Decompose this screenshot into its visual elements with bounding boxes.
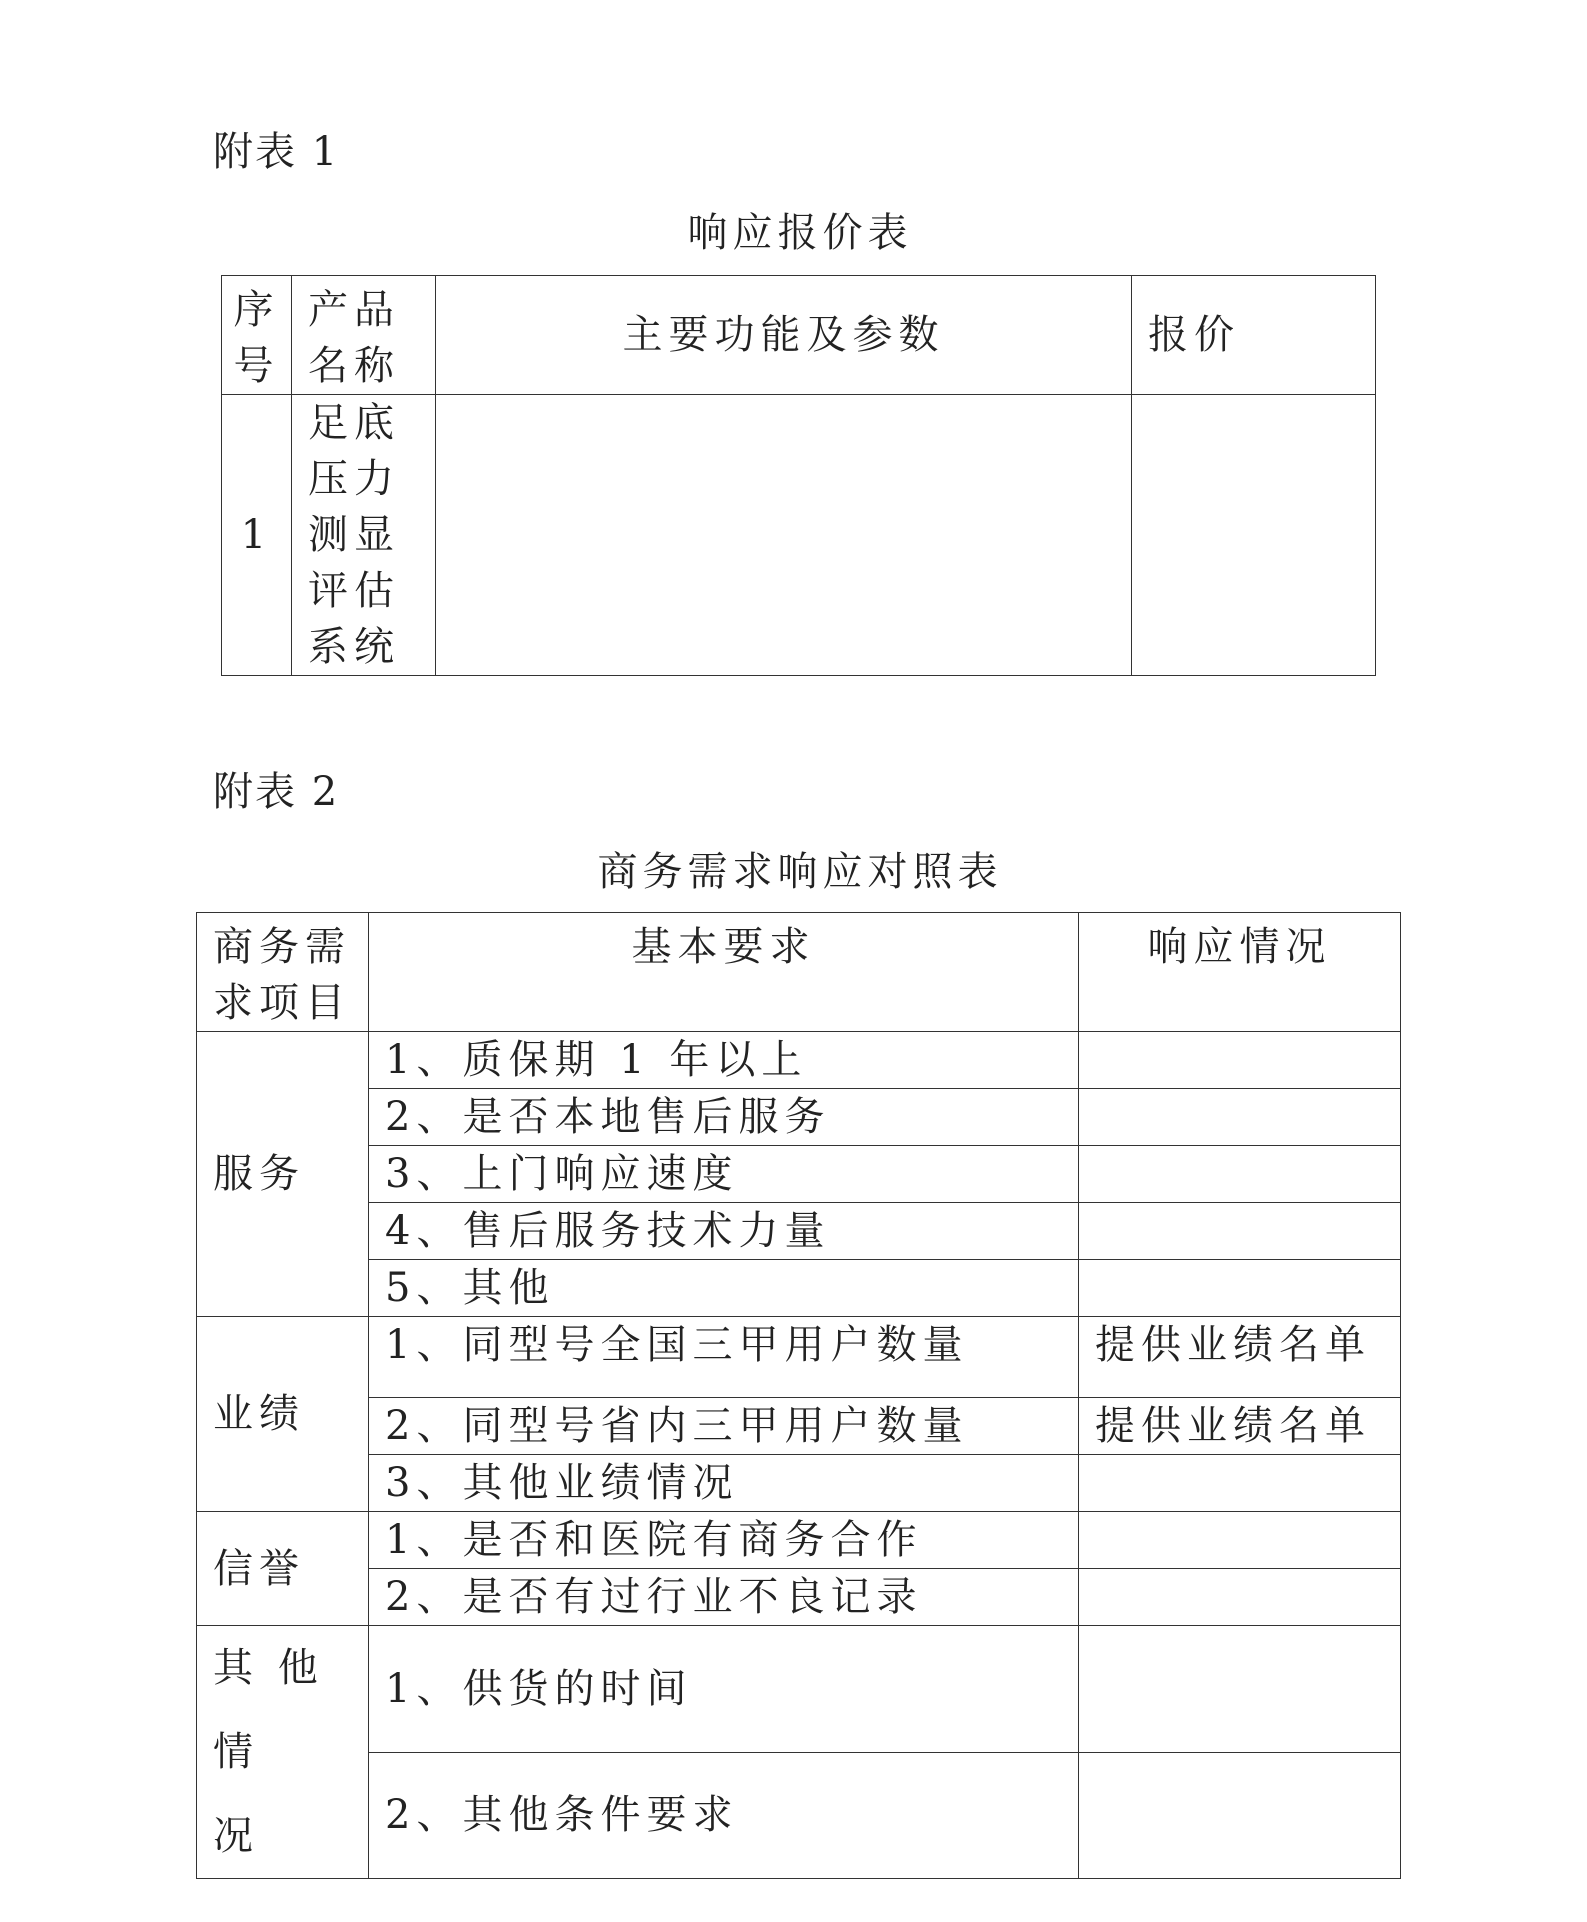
response-cell xyxy=(1079,1455,1401,1512)
header-product-line: 产品 xyxy=(308,287,400,333)
table-row xyxy=(197,1146,1401,1203)
table-row xyxy=(197,1569,1401,1626)
requirement-cell: 1、同型号全国三甲用户数量 xyxy=(369,1317,1079,1398)
table-row xyxy=(197,1203,1401,1260)
requirement-cell: 1、供货的时间 xyxy=(369,1626,1079,1753)
response-cell xyxy=(1079,1752,1401,1879)
table-row xyxy=(197,1089,1401,1146)
quote-table-header-row xyxy=(222,276,1376,395)
response-cell xyxy=(1079,1626,1401,1753)
group-service: 服务 xyxy=(197,1032,369,1317)
group-performance: 业绩 xyxy=(197,1317,369,1512)
header-item xyxy=(197,913,369,1032)
header-price: 报价 xyxy=(1132,276,1376,395)
group-reputation: 信誉 xyxy=(197,1512,369,1626)
product-name-line: 测显 xyxy=(308,512,400,558)
group-other-line: 其 他 情 xyxy=(213,1645,324,1775)
product-name-line: 评估 xyxy=(308,568,400,614)
row-seq: 1 xyxy=(222,395,292,676)
product-name-line: 足底 xyxy=(308,400,400,446)
table-row xyxy=(197,1752,1401,1879)
table-row xyxy=(222,395,1376,676)
table-row xyxy=(197,1032,1401,1089)
header-response: 响应情况 xyxy=(1079,913,1401,1032)
annex-2-caption: 商务需求响应对照表 xyxy=(597,849,1003,895)
business-requirements-table xyxy=(196,912,1401,1879)
header-item-line: 求项目 xyxy=(213,980,351,1026)
requirement-cell: 2、其他条件要求 xyxy=(369,1752,1079,1879)
requirement-cell: 3、其他业绩情况 xyxy=(369,1455,1079,1512)
row-product-name xyxy=(292,395,436,676)
table-row xyxy=(197,1455,1401,1512)
response-cell xyxy=(1079,1203,1401,1260)
table-row xyxy=(197,1512,1401,1569)
table-row xyxy=(197,1317,1401,1398)
requirement-cell: 1、是否和医院有商务合作 xyxy=(369,1512,1079,1569)
header-seq-line: 号 xyxy=(233,343,280,389)
annex-2-label: 附表 2 xyxy=(213,769,340,815)
header-seq-line: 序 xyxy=(233,287,280,333)
product-name-line: 系统 xyxy=(308,624,400,670)
table-row xyxy=(197,1398,1401,1455)
annex-1-label: 附表 1 xyxy=(213,129,340,175)
requirement-cell: 2、是否本地售后服务 xyxy=(369,1089,1079,1146)
group-other xyxy=(197,1626,369,1879)
requirement-cell: 5、其他 xyxy=(369,1260,1079,1317)
table-row xyxy=(197,1260,1401,1317)
product-name-line: 压力 xyxy=(308,456,400,502)
response-cell xyxy=(1079,1032,1401,1089)
requirement-cell: 3、上门响应速度 xyxy=(369,1146,1079,1203)
response-cell xyxy=(1079,1512,1401,1569)
group-other-line: 况 xyxy=(213,1813,259,1859)
header-requirement: 基本要求 xyxy=(369,913,1079,1032)
annex-1-caption: 响应报价表 xyxy=(687,210,913,256)
row-functions xyxy=(436,395,1132,676)
requirement-cell: 4、售后服务技术力量 xyxy=(369,1203,1079,1260)
header-item-line: 商务需 xyxy=(213,924,351,970)
requirement-cell: 2、是否有过行业不良记录 xyxy=(369,1569,1079,1626)
requirement-cell: 2、同型号省内三甲用户数量 xyxy=(369,1398,1079,1455)
header-product xyxy=(292,276,436,395)
response-cell xyxy=(1079,1089,1401,1146)
response-cell xyxy=(1079,1260,1401,1317)
table-row xyxy=(197,1626,1401,1753)
header-seq xyxy=(222,276,292,395)
header-functions: 主要功能及参数 xyxy=(436,276,1132,395)
requirement-cell: 1、质保期 1 年以上 xyxy=(369,1032,1079,1089)
header-product-line: 名称 xyxy=(308,343,400,389)
quote-table xyxy=(221,275,1376,676)
business-table-header-row xyxy=(197,913,1401,1032)
response-cell xyxy=(1079,1569,1401,1626)
response-cell: 提供业绩名单 xyxy=(1079,1398,1401,1455)
row-price xyxy=(1132,395,1376,676)
response-cell: 提供业绩名单 xyxy=(1079,1317,1401,1398)
response-cell xyxy=(1079,1146,1401,1203)
